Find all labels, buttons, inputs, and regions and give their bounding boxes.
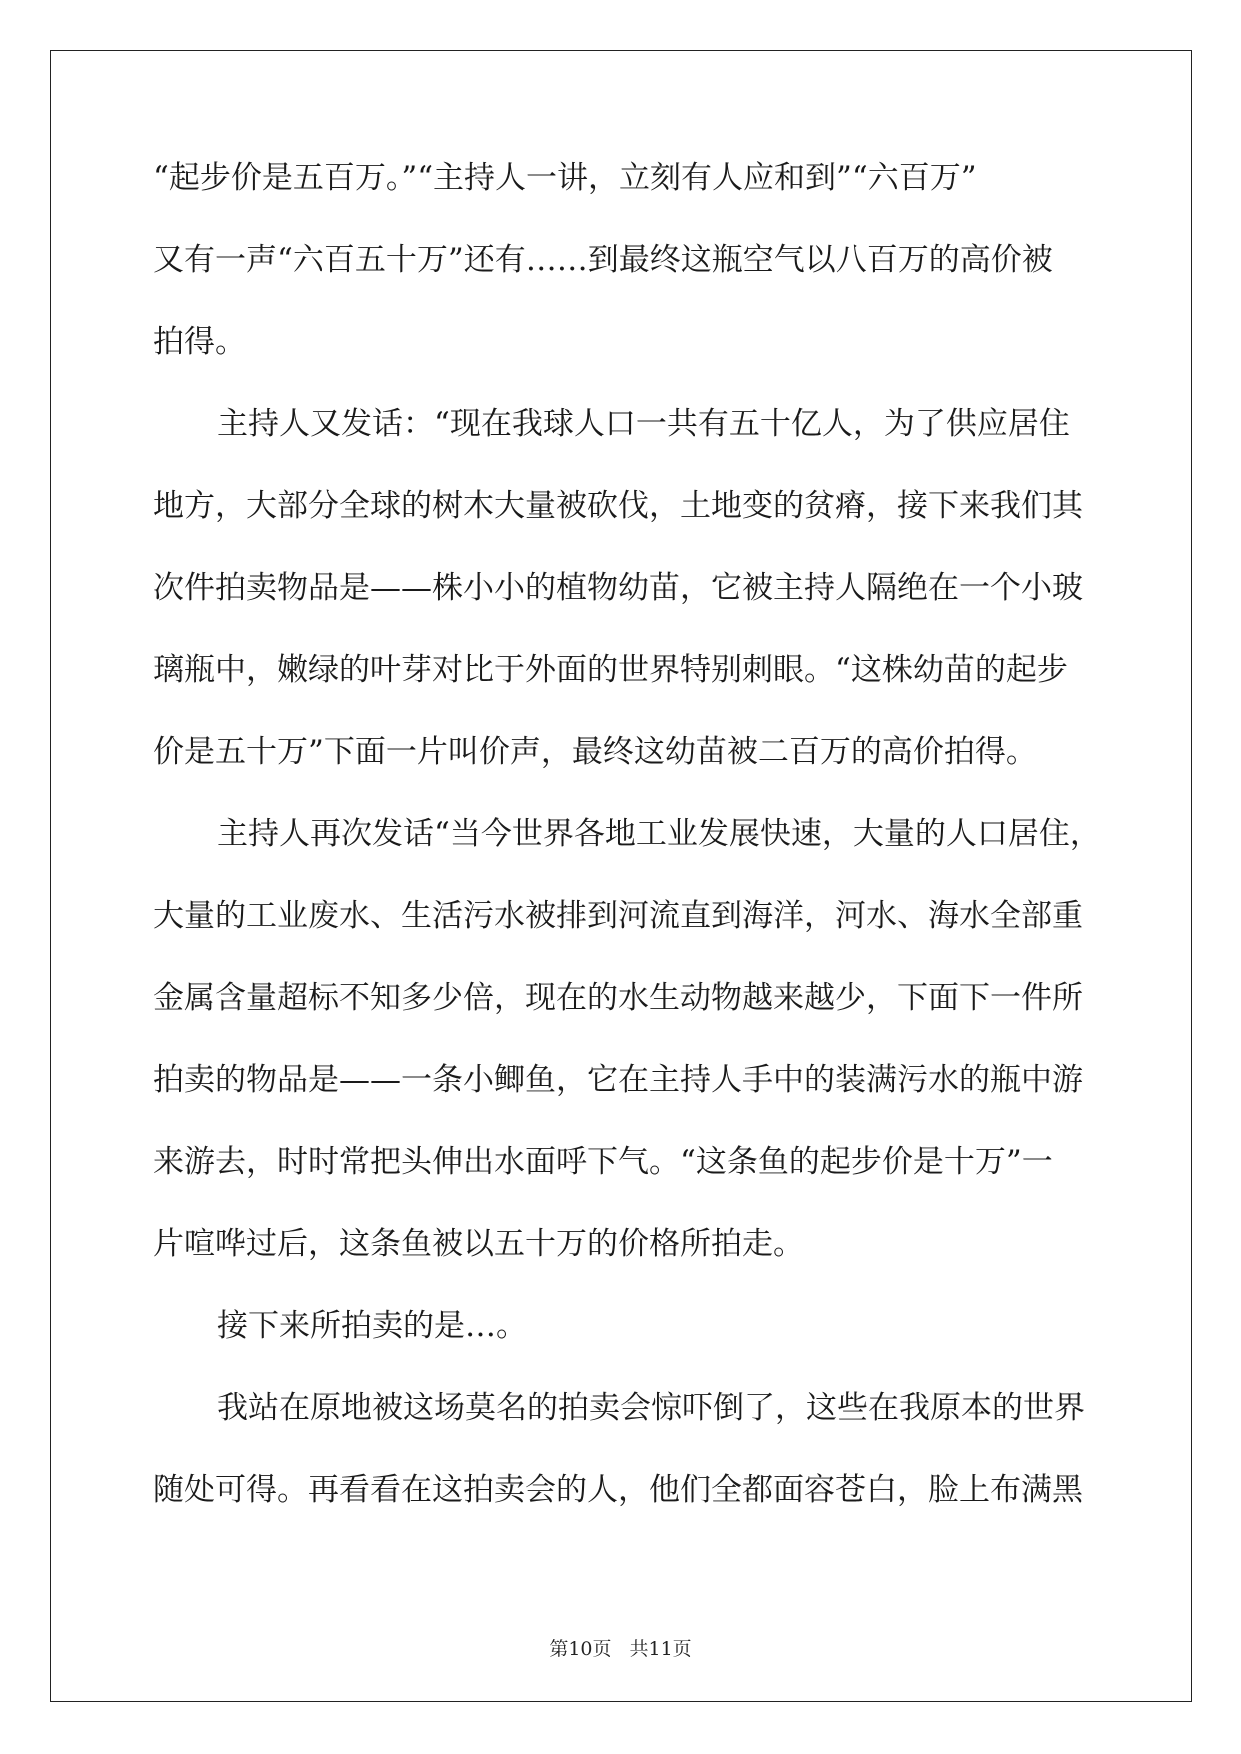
page-number: 第10页	[549, 1638, 612, 1660]
page-footer	[0, 1634, 1241, 1661]
text-line: “起步价是五百万。”“主持人一讲，立刻有人应和到”“六百万”	[153, 160, 977, 196]
document-body	[153, 158, 1101, 1552]
text-line: 璃瓶中，嫩绿的叶芽对比于外面的世界特别刺眼。“这株幼苗的起步	[153, 652, 1068, 688]
paragraph-first-line: 主持人又发话：“现在我球人口一共有五十亿人，为了供应居住	[217, 406, 1070, 442]
text-line: 价是五十万”下面一片叫价声，最终这幼苗被二百万的高价拍得。	[153, 734, 1037, 770]
text-line: 来游去，时时常把头伸出水面呼下气。“这条鱼的起步价是十万”一	[153, 1144, 1053, 1180]
text-line: 拍得。	[153, 324, 246, 360]
text-line: 随处可得。再看看在这拍卖会的人，他们全都面容苍白，脸上布满黑	[153, 1472, 1083, 1508]
page-total: 共11页	[629, 1638, 692, 1660]
text-line: 地方，大部分全球的树木大量被砍伐，土地变的贫瘠，接下来我们其	[153, 488, 1083, 524]
text-line: 又有一声“六百五十万”还有……到最终这瓶空气以八百万的高价被	[153, 242, 1053, 278]
paragraph-first-line: 我站在原地被这场莫名的拍卖会惊吓倒了，这些在我原本的世界	[217, 1390, 1085, 1426]
text-line: 片喧哗过后，这条鱼被以五十万的价格所拍走。	[153, 1226, 804, 1262]
text-line: 大量的工业废水、生活污水被排到河流直到海洋，河水、海水全部重	[153, 898, 1083, 934]
paragraph-first-line: 主持人再次发话“当今世界各地工业发展快速，大量的人口居住，	[217, 816, 1101, 852]
text-line: 次件拍卖物品是——株小小的植物幼苗，它被主持人隔绝在一个小玻	[153, 570, 1083, 606]
text-line: 拍卖的物品是——一条小鲫鱼，它在主持人手中的装满污水的瓶中游	[153, 1062, 1083, 1098]
paragraph-first-line: 接下来所拍卖的是…。	[217, 1308, 527, 1344]
text-line: 金属含量超标不知多少倍，现在的水生动物越来越少，下面下一件所	[153, 980, 1083, 1016]
